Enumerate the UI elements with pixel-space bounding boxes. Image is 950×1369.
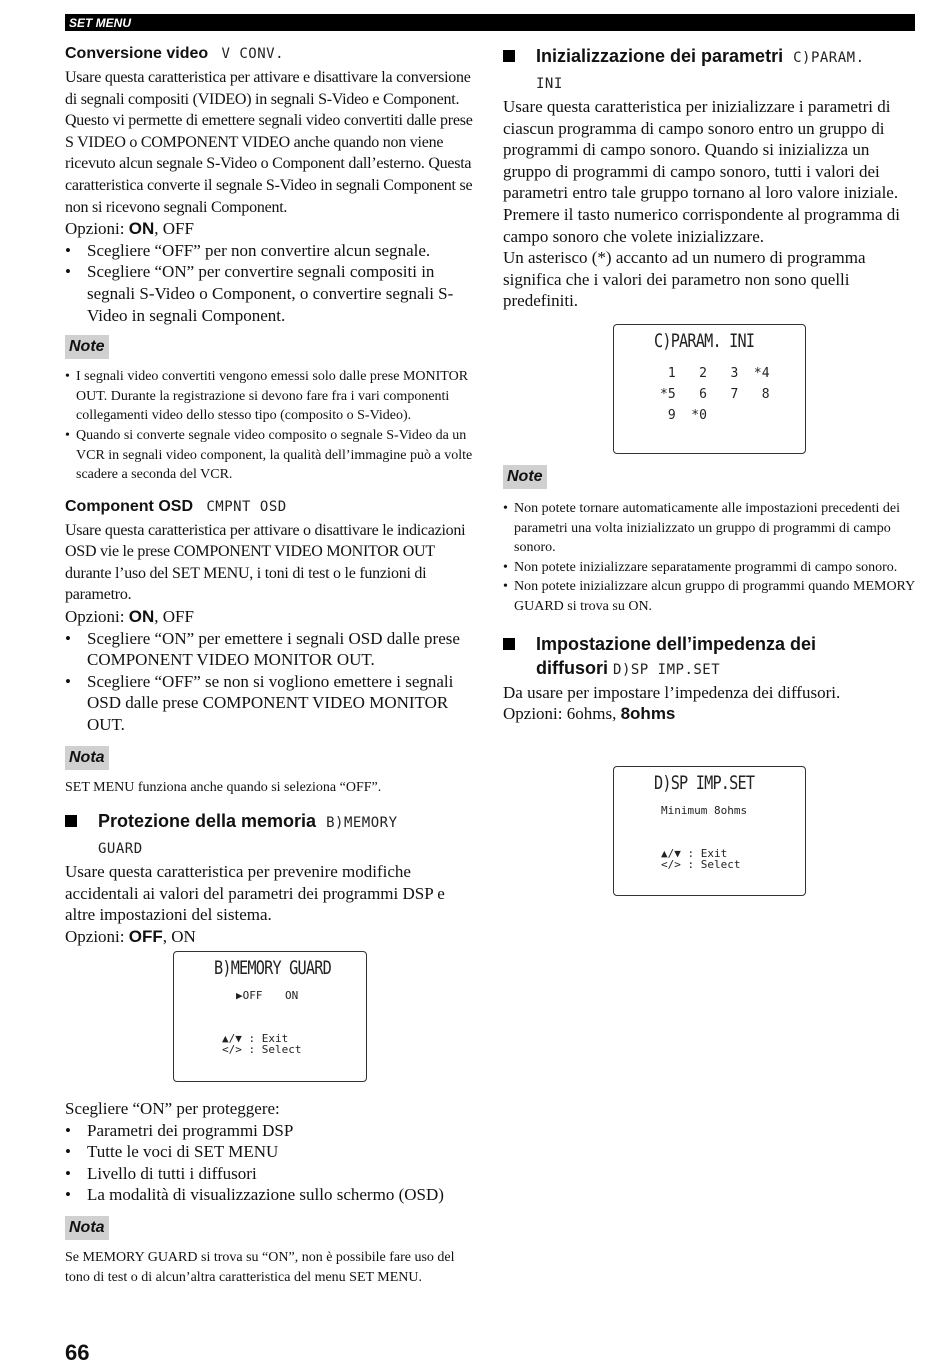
conv-notes	[65, 367, 475, 485]
mem-after-block	[65, 1098, 475, 1287]
list-item: • La modalità di visualizzazione sullo schermo (OSD)	[65, 1184, 475, 1206]
left-column	[65, 44, 475, 948]
osd-note: SET MENU funziona anche quando si seleziona “OFF”.	[65, 779, 382, 795]
imp-heading	[503, 632, 915, 682]
list-item: • Livello di tutti i diffusori	[65, 1163, 475, 1185]
screen-program-row: 9 *0	[660, 408, 707, 423]
list-item: • Parametri dei programmi DSP	[65, 1120, 475, 1142]
osd-code: CMPNT OSD	[206, 498, 287, 515]
conv-code: V CONV.	[221, 46, 285, 62]
mem-options-label: Opzioni:	[65, 927, 129, 946]
init-notes-block	[503, 465, 915, 725]
osd-options-rest: , OFF	[154, 607, 194, 627]
mem-options-default: OFF	[128, 927, 163, 946]
screen-help-select: </> : Select	[222, 1043, 302, 1056]
init-title: Inizializzazione dei parametri	[536, 46, 784, 66]
note-item: • Quando si converte segnale video composito o segnale S-Video da un VCR in segnali video component, la qualità dell’immagine può a volte scadere a seconda del VCR.	[65, 426, 475, 485]
mem-note: Se MEMORY GUARD si trova su “ON”, non è possibile fare uso del tono di test o di alcun’altra caratteristica del menu SET MENU.	[65, 1249, 455, 1285]
note-label: Nota	[65, 1216, 109, 1240]
screen-program-row: 1 2 3 *4	[660, 366, 770, 381]
square-bullet-icon	[503, 50, 515, 62]
list-item: • Scegliere “ON” per emettere i segnali OSD dalle prese COMPONENT VIDEO MONITOR OUT.	[65, 628, 475, 671]
page-number: 66	[65, 1340, 90, 1365]
imp-title: Impostazione dell’impedenza dei	[536, 633, 817, 654]
mem-options	[65, 926, 475, 948]
conv-options-label: Opzioni:	[65, 219, 129, 239]
init-code-cont: INI	[536, 76, 563, 92]
list-item: • Scegliere “ON” per convertire segnali compositi in segnali S-Video o Component, o convertire segnali S-Video in segnali Component.	[65, 261, 475, 326]
init-text: Usare questa caratteristica per inizializzare i parametri di ciascun programma di campo sonoro entro un gruppo di programmi di campo sonoro. Quando si inizializza un gruppo di programmi di campo sonoro, tutti i valori dei parametri entro tale gruppo tornano al loro valore iniziale. Premere il tasto numerico corrispondente al programma di campo sonoro che volete inizializzare.	[503, 97, 901, 246]
conv-options	[65, 218, 475, 240]
conv-text: Usare questa caratteristica per attivare e disattivare la conversione di segnali compositi (VIDEO) in segnali S-Video e Component. Questo vi permette di emettere segnali video convertiti dalle prese S VIDEO o COMPONENT VIDEO anche quando non viene ricevuto alcun segnale S-Video o Component dall’esterno. Questa caratteristica converte il segnale S-Video in segnali Component se non si ricevono segnali Component.	[65, 69, 473, 216]
mem-options-rest: , ON	[162, 927, 196, 946]
conv-bullets	[65, 240, 475, 326]
list-item: • Scegliere “OFF” per non convertire alcun segnale.	[65, 240, 475, 262]
list-item: • Scegliere “OFF” se non si vogliono emettere i segnali OSD dalle prese COMPONENT VIDEO MONITOR OUT.	[65, 671, 475, 736]
mem-bullets	[65, 1120, 475, 1206]
note-item: • Non potete inizializzare alcun gruppo di programmi quando MEMORY GUARD si trova su ON.	[503, 577, 915, 616]
imp-code: D)SP IMP.SET	[613, 661, 721, 678]
mem-after-text: Scegliere “ON” per proteggere:	[65, 1099, 280, 1118]
note-item: • I segnali video convertiti vengono emessi solo dalle prese MONITOR OUT. Durante la registrazione si devono fare fra i vari componenti collegamenti video dello stesso tipo (composito o S-Video).	[65, 367, 475, 426]
screen-option-off: ▶OFF	[236, 989, 263, 1002]
mem-title: Protezione della memoria	[98, 811, 317, 832]
imp-options-default: 8ohms	[620, 704, 676, 724]
screen-minimum: Minimum 8ohms	[661, 804, 748, 817]
init-code: C)PARAM.	[793, 50, 865, 66]
imp-options	[503, 703, 915, 725]
param-init-screen	[613, 324, 806, 454]
note-item: • Non potete inizializzare separatamente programmi di campo sonoro.	[503, 558, 915, 578]
square-bullet-icon	[503, 638, 515, 650]
init-heading	[503, 44, 915, 96]
osd-bullets	[65, 628, 475, 736]
osd-title: Component OSD	[65, 497, 193, 515]
screen-title: C)PARAM. INI	[654, 330, 755, 352]
conv-options-default: ON	[128, 219, 155, 239]
init-text-asterisk: Un asterisco (*) accanto ad un numero di programma significa che i valori dei parametro non sono quelli predefiniti.	[503, 248, 866, 311]
note-item: • Non potete tornare automaticamente alle impostazioni precedenti dei parametri una volta inizializzato un gruppo di programmi di campo sonoro.	[503, 499, 915, 558]
note-label: Note	[65, 335, 109, 359]
imp-options-label: Opzioni: 6ohms,	[503, 704, 621, 724]
square-bullet-icon	[65, 815, 77, 827]
conv-title: Conversione video	[65, 45, 209, 62]
mem-text: Usare questa caratteristica per prevenire modifiche accidentali ai valori del parametri dei programmi DSP e altre impostazioni del sistema.	[65, 862, 445, 925]
speaker-impedance-screen	[613, 766, 806, 896]
osd-options-label: Opzioni:	[65, 607, 129, 627]
screen-option-on: ON	[285, 989, 299, 1002]
init-notes	[503, 499, 915, 617]
conv-options-rest: , OFF	[154, 219, 194, 239]
imp-title-cont: diffusori	[536, 657, 608, 678]
screen-title: D)SP IMP.SET	[654, 772, 755, 794]
screen-help-exit: ▲/▼ : Exit	[222, 1032, 289, 1045]
note-label: Nota	[65, 746, 109, 770]
screen-help-exit: ▲/▼ : Exit	[661, 847, 728, 860]
header-label: SET MENU	[69, 16, 132, 30]
osd-heading	[65, 497, 475, 517]
osd-options-default: ON	[128, 607, 155, 627]
memory-guard-screen	[173, 951, 367, 1082]
conv-heading	[65, 44, 475, 64]
header-bar	[65, 14, 915, 31]
screen-help-select: </> : Select	[661, 858, 741, 871]
screen-program-row: *5 6 7 8	[660, 387, 770, 402]
note-label: Note	[503, 465, 547, 489]
imp-text: Da usare per impostare l’impedenza dei diffusori.	[503, 682, 841, 702]
right-column	[503, 44, 915, 312]
list-item: • Tutte le voci di SET MENU	[65, 1141, 475, 1163]
mem-code-cont: GUARD	[98, 841, 143, 858]
osd-text: Usare questa caratteristica per attivare o disattivare le indicazioni OSD vie le prese COMPONENT VIDEO MONITOR OUT durante l’uso del SET MENU, i toni di test o le funzioni di parametro.	[65, 521, 466, 604]
screen-title: B)MEMORY GUARD	[214, 957, 331, 979]
mem-heading	[65, 809, 475, 861]
mem-code: B)MEMORY	[326, 815, 398, 832]
osd-options	[65, 606, 475, 628]
